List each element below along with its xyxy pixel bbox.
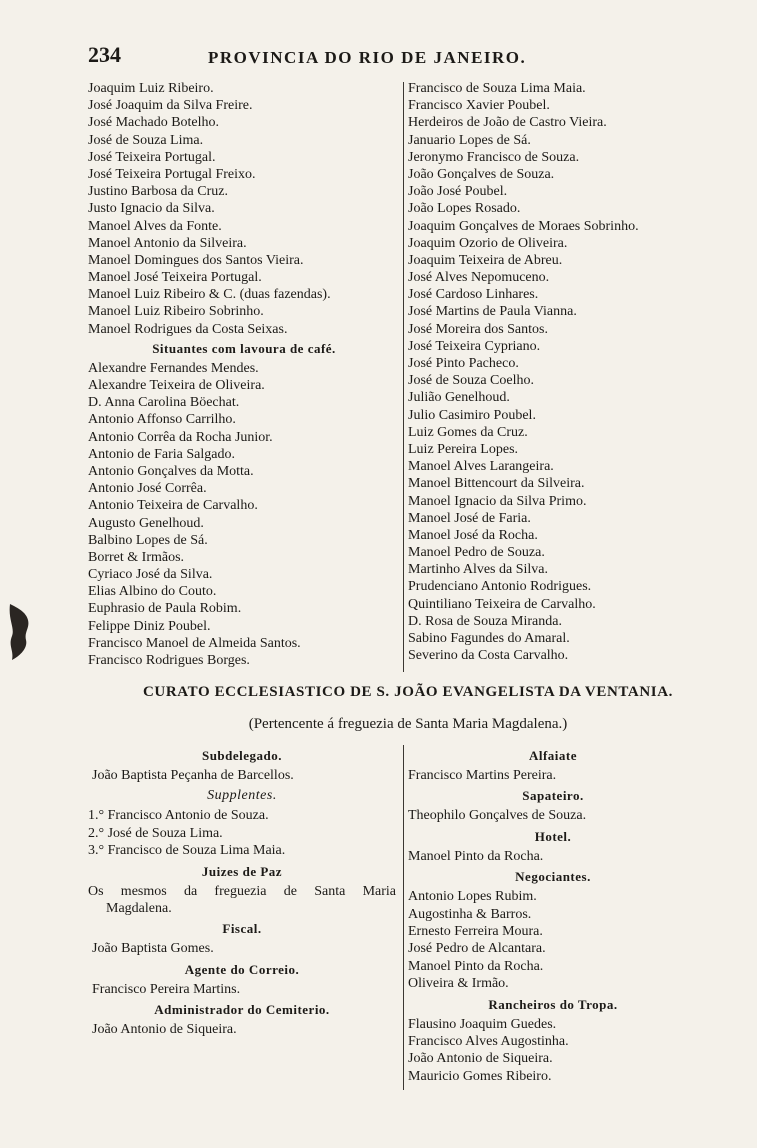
list-item: Januario Lopes de Sá. <box>408 132 531 148</box>
list-item: Martinho Alves da Silva. <box>408 562 548 578</box>
list-item: Francisco de Souza Lima Maia. <box>408 81 586 96</box>
running-title: PROVINCIA DO RIO DE JANEIRO. <box>208 48 527 67</box>
list-item: Augusto Genelhoud. <box>88 515 204 531</box>
list-item: Euphrasio de Paula Robim. <box>88 601 242 617</box>
section-heading: Negociantes. <box>515 869 591 885</box>
curato-note: (Pertencente á freguezia de Santa Maria Magdalena.) <box>248 716 568 732</box>
list-item: José de Souza Coelho. <box>408 373 534 389</box>
list-item: João Baptista Peçanha de Barcellos. <box>92 768 294 783</box>
top-left-column <box>88 80 400 669</box>
list-item: D. Anna Carolina Böechat. <box>88 395 240 411</box>
list-item: João Antonio de Siqueira. <box>408 1051 553 1067</box>
list-item: Francisco Manoel de Almeida Santos. <box>88 635 301 651</box>
list-item: Antonio de Faria Salgado. <box>88 446 235 462</box>
list-item: Quintiliano Teixeira de Carvalho. <box>408 596 596 612</box>
list-item: Manoel Pedro de Souza. <box>408 545 545 561</box>
list-item: Manoel Ignacio da Silva Primo. <box>408 493 587 509</box>
list-item: Francisco Alves Augostinha. <box>408 1033 569 1049</box>
list-item: Os mesmos da freguezia de Santa Maria <box>88 883 396 899</box>
list-item: Sabino Fagundes do Amaral. <box>408 631 570 646</box>
bottom-right-column <box>408 744 698 1085</box>
list-item: Felippe Diniz Poubel. <box>88 618 211 634</box>
list-item: Manoel Rodrigues da Costa Seixas. <box>88 321 288 337</box>
list-item: Manoel Luiz Ribeiro & C. (duas fazendas). <box>88 287 331 303</box>
section-heading: Situantes com lavoura de café. <box>152 340 336 356</box>
list-item: Manoel Luiz Ribeiro Sobrinho. <box>88 304 264 320</box>
list-item: José Martins de Paula Vianna. <box>408 304 577 320</box>
list-item: José Moreira dos Santos. <box>408 321 548 337</box>
list-item: Herdeiros de João de Castro Vieira. <box>408 115 607 131</box>
list-item: Manoel Antonio da Silveira. <box>88 235 247 251</box>
section-heading: Alfaiate <box>528 748 578 763</box>
list-item: Luiz Pereira Lopes. <box>408 441 519 457</box>
list-item: José Teixeira Cypriano. <box>408 338 541 354</box>
section-heading: Fiscal. <box>222 921 262 937</box>
list-item: Antonio Corrêa da Rocha Junior. <box>88 429 273 445</box>
section-heading: Rancheiros do Tropa. <box>488 996 618 1012</box>
list-item: 3.° Francisco de Souza Lima Maia. <box>88 843 286 859</box>
section-heading: Juizes de Paz <box>201 863 283 879</box>
section-heading: Administrador do Cemiterio. <box>154 1002 330 1018</box>
list-item: José de Souza Lima. <box>88 132 204 148</box>
list-item: Balbino Lopes de Sá. <box>88 532 208 548</box>
section-heading: Hotel. <box>534 828 572 844</box>
list-item: Flausino Joaquim Guedes. <box>408 1016 557 1032</box>
list-item: Alexandre Fernandes Mendes. <box>88 360 259 376</box>
list-item: João Lopes Rosado. <box>408 201 521 217</box>
list-item: Manoel Alves da Fonte. <box>88 218 222 234</box>
list-item: Francisco Rodrigues Borges. <box>88 653 250 668</box>
list-item: Severino da Costa Carvalho. <box>408 648 569 664</box>
list-item: Prudenciano Antonio Rodrigues. <box>408 579 592 595</box>
list-item: José Alves Nepomuceno. <box>408 270 550 286</box>
list-item: Elias Albino do Couto. <box>88 584 217 600</box>
margin-smudge <box>6 602 32 662</box>
list-item: Antonio José Corrêa. <box>88 481 207 497</box>
list-item: Theophilo Gonçalves de Souza. <box>408 808 587 824</box>
list-item: Manoel José Teixeira Portugal. <box>88 270 262 286</box>
list-item: Manoel Pinto da Rocha. <box>408 958 544 974</box>
list-item: D. Rosa de Souza Miranda. <box>408 613 562 629</box>
list-item: Manoel Bittencourt da Silveira. <box>408 476 585 492</box>
list-item: Francisco Xavier Poubel. <box>408 98 550 114</box>
list-item: José Teixeira Portugal Freixo. <box>88 166 256 182</box>
list-item: Joaquim Ozorio de Oliveira. <box>408 235 568 251</box>
section-heading: Supplentes. <box>207 788 277 804</box>
list-item: Francisco Pereira Martins. <box>92 981 241 997</box>
list-item: Joaquim Luiz Ribeiro. <box>88 81 214 96</box>
list-item: Mauricio Gomes Ribeiro. <box>408 1068 552 1084</box>
list-item: José Pinto Pacheco. <box>408 356 519 371</box>
list-item: João Antonio de Siqueira. <box>92 1022 237 1038</box>
list-item: Magdalena. <box>106 900 172 916</box>
list-item: Manoel José de Faria. <box>408 510 531 526</box>
list-item: Antonio Gonçalves da Motta. <box>88 463 254 479</box>
section-heading: Subdelegado. <box>201 748 283 763</box>
list-item: Oliveira & Irmão. <box>408 976 509 992</box>
list-item: João Gonçalves de Souza. <box>408 166 555 182</box>
list-item: Jeronymo Francisco de Souza. <box>408 149 580 165</box>
section-heading: Sapateiro. <box>522 788 584 804</box>
page-header <box>88 40 698 72</box>
list-item: Francisco Martins Pereira. <box>408 768 557 783</box>
list-item: Augostinha & Barros. <box>408 906 532 922</box>
bottom-left-column <box>88 744 396 1039</box>
list-item: Julião Genelhoud. <box>408 390 510 406</box>
list-item: José Pedro de Alcantara. <box>408 941 546 957</box>
page-number: 234 <box>88 42 121 67</box>
list-item: José Joaquim da Silva Freire. <box>88 98 253 114</box>
list-item: Manoel Alves Larangeira. <box>408 459 554 475</box>
column-divider <box>403 82 404 672</box>
curato-title: CURATO ECCLESIASTICO DE S. JOÃO EVANGELISTA DA VENTANIA. <box>143 684 673 700</box>
list-item: Justino Barbosa da Cruz. <box>88 184 228 200</box>
list-item: Ernesto Ferreira Moura. <box>408 923 543 939</box>
list-item: Borret & Irmãos. <box>88 549 185 565</box>
list-item: Antonio Lopes Rubim. <box>408 889 537 905</box>
list-item: José Teixeira Portugal. <box>88 149 216 165</box>
list-item: José Cardoso Linhares. <box>408 287 539 303</box>
list-item: Joaquim Teixeira de Abreu. <box>408 252 563 268</box>
list-item: Luiz Gomes da Cruz. <box>408 424 528 440</box>
list-item: Antonio Affonso Carrilho. <box>88 412 236 428</box>
list-item: Antonio Teixeira de Carvalho. <box>88 498 258 514</box>
column-divider <box>403 745 404 1090</box>
section-heading: Agente do Correio. <box>184 961 300 977</box>
list-item: Joaquim Gonçalves de Moraes Sobrinho. <box>408 218 639 234</box>
list-item: José Machado Botelho. <box>88 115 220 131</box>
list-item: João Baptista Gomes. <box>92 941 214 957</box>
list-item: Julio Casimiro Poubel. <box>408 407 536 423</box>
list-item: Cyriaco José da Silva. <box>88 567 213 583</box>
list-item: Manoel Pinto da Rocha. <box>408 848 544 864</box>
list-item: João José Poubel. <box>408 184 508 200</box>
list-item: 1.° Francisco Antonio de Souza. <box>88 808 269 824</box>
list-item: Justo Ignacio da Silva. <box>88 201 215 217</box>
list-item: Manoel José da Rocha. <box>408 527 538 543</box>
list-item: 2.° José de Souza Lima. <box>88 825 223 841</box>
top-right-column <box>408 80 698 664</box>
list-item: Alexandre Teixeira de Oliveira. <box>88 378 265 393</box>
list-item: Manoel Domingues dos Santos Vieira. <box>88 252 304 268</box>
